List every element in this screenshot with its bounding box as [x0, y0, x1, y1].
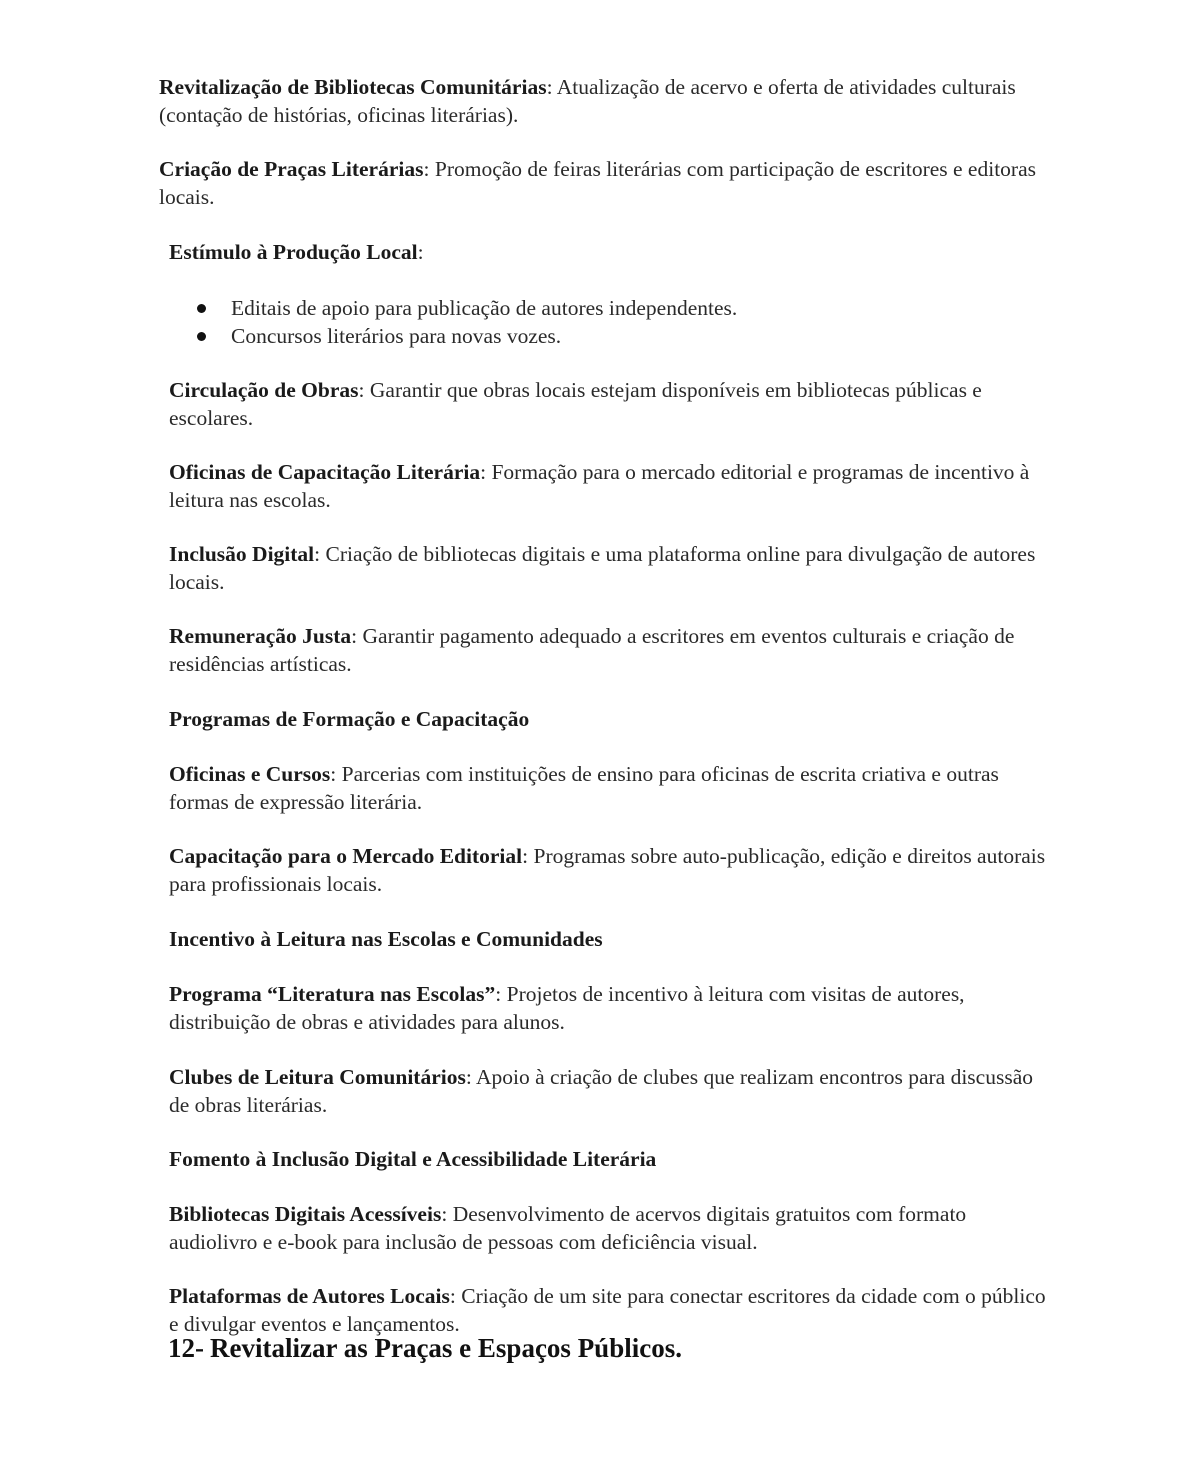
- paragraph-text: Apoio à criação de clubes que realizam encontros para discussão de obras literárias.: [169, 1065, 1033, 1117]
- paragraph-text: Desenvolvimento de acervos digitais gratuitos com formato audiolivro e e-book para inclusão de pessoas com deficiência visual.: [169, 1202, 967, 1254]
- section-heading: [168, 1330, 682, 1366]
- paragraph-title: Revitalização de Bibliotecas Comunitárias: [159, 75, 547, 99]
- paragraph-title: Bibliotecas Digitais Acessíveis: [169, 1202, 442, 1226]
- list-item: Concursos literários para novas vozes.: [197, 322, 737, 350]
- paragraph-text: Atualização de acervo e oferta de atividades culturais (contação de histórias, oficinas literárias).: [159, 75, 1016, 127]
- bullet-list: [197, 294, 737, 350]
- heading-fomento-inclusao: Fomento à Inclusão Digital e Acessibilidade Literária: [169, 1147, 657, 1171]
- paragraph-bibliotecas-digitais: Bibliotecas Digitais Acessíveis: Desenvolvimento de acervos digitais gratuitos com formato audiolivro e e-book para inclusão de pessoas com deficiência visual.: [169, 1202, 967, 1254]
- paragraph-title: Plataformas de Autores Locais: [169, 1284, 450, 1308]
- paragraph-text: Criação de um site para conectar escritores da cidade com o público e divulgar eventos e lançamentos.: [169, 1284, 1046, 1336]
- paragraph-oficinas-cursos: Oficinas e Cursos: Parcerias com instituições de ensino para oficinas de escrita criativa e outras formas de expressão literária.: [169, 762, 999, 814]
- paragraph-circulacao-obras: Circulação de Obras: Garantir que obras locais estejam disponíveis em bibliotecas públicas e escolares.: [169, 378, 982, 430]
- paragraph-oficinas-capacitacao: Oficinas de Capacitação Literária: Formação para o mercado editorial e programas de incentivo à leitura nas escolas.: [169, 460, 1030, 512]
- paragraph-title: Circulação de Obras: [169, 378, 359, 402]
- paragraph-text: Parcerias com instituições de ensino para oficinas de escrita criativa e outras formas de expressão literária.: [169, 762, 999, 814]
- paragraph-title: Clubes de Leitura Comunitários: [169, 1065, 466, 1089]
- paragraph-title: Capacitação para o Mercado Editorial: [169, 844, 523, 868]
- paragraph-title: Oficinas de Capacitação Literária: [169, 460, 481, 484]
- heading-estimulo-producao-local: Estímulo à Produção Local:: [169, 240, 424, 264]
- heading-incentivo-leitura: Incentivo à Leitura nas Escolas e Comunidades: [169, 927, 603, 951]
- section-number: 12-: [168, 1333, 204, 1363]
- paragraph-literatura-escolas: Programa “Literatura nas Escolas”: Projetos de incentivo à leitura com visitas de autores, distribuição de obras e atividades para alunos.: [169, 982, 965, 1034]
- paragraph-pracas-literarias: Criação de Praças Literárias: Promoção de feiras literárias com participação de escritores e editoras locais.: [159, 157, 1036, 209]
- paragraph-text: Promoção de feiras literárias com participação de escritores e editoras locais.: [159, 157, 1036, 209]
- paragraph-text: Garantir que obras locais estejam disponíveis em bibliotecas públicas e escolares.: [169, 378, 982, 430]
- paragraph-text: Garantir pagamento adequado a escritores em eventos culturais e criação de residências artísticas.: [169, 624, 1015, 676]
- paragraph-text: Criação de bibliotecas digitais e uma plataforma online para divulgação de autores locais.: [169, 542, 1036, 594]
- paragraph-capacitacao-mercado: Capacitação para o Mercado Editorial: Programas sobre auto-publicação, edição e direitos autorais para profissionais locais.: [169, 844, 1046, 896]
- bullet-icon: [197, 304, 206, 313]
- paragraph-text: Programas sobre auto-publicação, edição e direitos autorais para profissionais locais.: [169, 844, 1046, 896]
- list-item: Editais de apoio para publicação de autores independentes.: [197, 294, 737, 322]
- heading-programas-formacao: Programas de Formação e Capacitação: [169, 707, 530, 731]
- paragraph-remuneracao-justa: Remuneração Justa: Garantir pagamento adequado a escritores em eventos culturais e criação de residências artísticas.: [169, 624, 1015, 676]
- section-title-text: Revitalizar as Praças e Espaços Públicos.: [210, 1333, 682, 1363]
- paragraph-clubes-leitura: Clubes de Leitura Comunitários: Apoio à criação de clubes que realizam encontros para discussão de obras literárias.: [169, 1065, 1033, 1117]
- bullet-icon: [197, 332, 206, 341]
- paragraph-title: Programa “Literatura nas Escolas”: [169, 982, 496, 1006]
- paragraph-revitalizacao-bibliotecas: Revitalização de Bibliotecas Comunitárias: Atualização de acervo e oferta de atividades culturais (contação de histórias, oficinas literárias).: [159, 75, 1016, 127]
- paragraph-title: Inclusão Digital: [169, 542, 315, 566]
- paragraph-title: Remuneração Justa: [169, 624, 352, 648]
- paragraph-inclusao-digital: Inclusão Digital: Criação de bibliotecas digitais e uma plataforma online para divulgação de autores locais.: [169, 542, 1036, 594]
- paragraph-title: Criação de Praças Literárias: [159, 157, 424, 181]
- paragraph-title: Oficinas e Cursos: [169, 762, 331, 786]
- paragraph-plataformas-autores: Plataformas de Autores Locais: Criação de um site para conectar escritores da cidade com o público e divulgar eventos e lançamentos.: [169, 1284, 1046, 1336]
- paragraph-text: Projetos de incentivo à leitura com visitas de autores, distribuição de obras e atividades para alunos.: [169, 982, 965, 1034]
- paragraph-text: Formação para o mercado editorial e programas de incentivo à leitura nas escolas.: [169, 460, 1030, 512]
